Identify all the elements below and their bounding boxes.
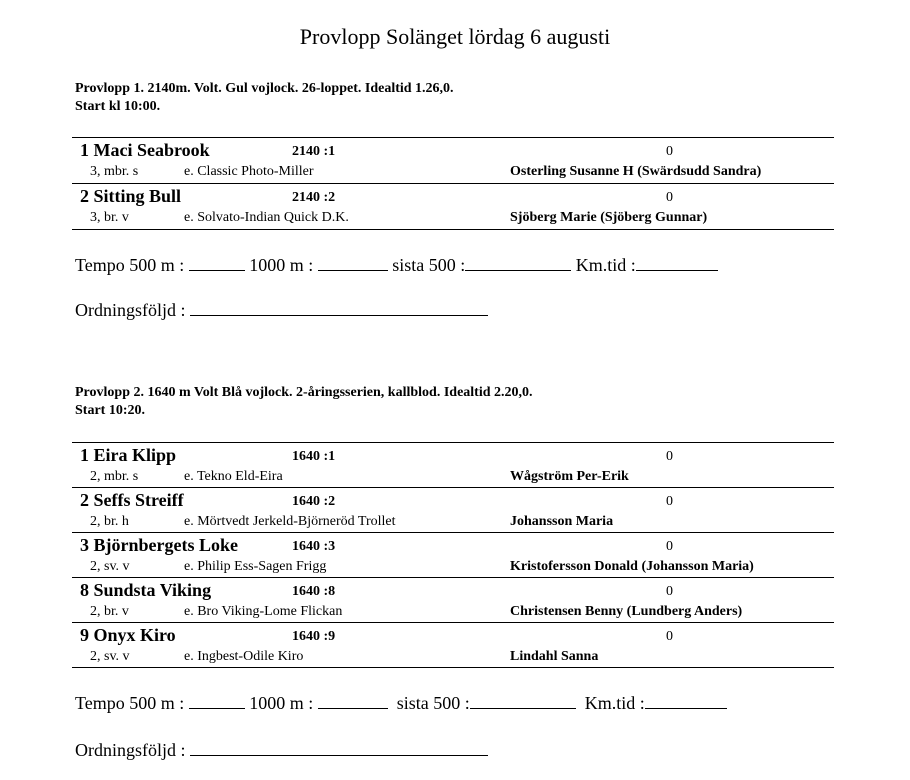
ordning-blank[interactable] bbox=[190, 754, 488, 756]
distance-post: 1640 :8 bbox=[292, 584, 336, 599]
distance-post: 2140 :1 bbox=[292, 144, 336, 159]
distance-post: 1640 :2 bbox=[292, 494, 336, 509]
zero-value: 0 bbox=[666, 629, 673, 644]
tempo-500-label: Tempo 500 m : bbox=[75, 693, 185, 713]
race-1-header-line2: Start kl 10:00. bbox=[75, 99, 161, 114]
tempo-1000-blank[interactable] bbox=[318, 707, 388, 709]
race-2-header-line1: Provlopp 2. 1640 m Volt Blå vojlock. 2-åringsserien, kallblod. Idealtid 2.20,0. bbox=[75, 385, 533, 400]
tempo-500-label: Tempo 500 m : bbox=[75, 255, 185, 275]
horse-name: 8 Sundsta Viking bbox=[80, 580, 212, 600]
ordning-row bbox=[75, 300, 488, 321]
pedigree: e. Tekno Eld-Eira bbox=[184, 469, 283, 484]
km-tid-blank[interactable] bbox=[645, 707, 727, 709]
driver: Kristofersson Donald (Johansson Maria) bbox=[510, 559, 754, 574]
tempo-1000-blank[interactable] bbox=[318, 269, 388, 271]
sista-500-label: sista 500 : bbox=[392, 255, 466, 275]
entry-row bbox=[72, 442, 834, 487]
zero-value: 0 bbox=[666, 539, 673, 554]
driver: Sjöberg Marie (Sjöberg Gunnar) bbox=[510, 210, 708, 225]
horse-info: 2, sv. v bbox=[90, 559, 130, 574]
pedigree: e. Ingbest-Odile Kiro bbox=[184, 649, 304, 664]
zero-value: 0 bbox=[666, 144, 673, 159]
tempo-500-blank[interactable] bbox=[189, 269, 245, 271]
tempo-1000-label: 1000 m : bbox=[249, 693, 314, 713]
horse-info: 2, br. h bbox=[90, 514, 129, 529]
sista-500-blank[interactable] bbox=[470, 707, 576, 709]
page-title: Provlopp Solänget lördag 6 augusti bbox=[299, 24, 611, 49]
horse-name: 2 Seffs Streiff bbox=[80, 490, 184, 510]
horse-info: 2, br. v bbox=[90, 604, 129, 619]
entry-row bbox=[72, 137, 834, 183]
driver: Lindahl Sanna bbox=[510, 649, 599, 664]
race-1-header-line1: Provlopp 1. 2140m. Volt. Gul vojlock. 26-loppet. Idealtid 1.26,0. bbox=[75, 81, 454, 96]
driver: Wågström Per-Erik bbox=[510, 469, 629, 484]
sista-500-label: sista 500 : bbox=[396, 693, 470, 713]
tempo-1000-label: 1000 m : bbox=[249, 255, 314, 275]
ordning-label: Ordningsföljd : bbox=[75, 740, 186, 760]
distance-post: 1640 :9 bbox=[292, 629, 336, 644]
pedigree: e. Classic Photo-Miller bbox=[184, 164, 314, 179]
sista-500-blank[interactable] bbox=[465, 269, 571, 271]
entry-row bbox=[72, 532, 834, 577]
entry-row bbox=[72, 183, 834, 230]
horse-name: 3 Björnbergets Loke bbox=[80, 535, 238, 555]
entry-row bbox=[72, 487, 834, 532]
ordning-label: Ordningsföljd : bbox=[75, 300, 186, 320]
km-tid-label: Km.tid : bbox=[575, 255, 636, 275]
race-1-header bbox=[75, 80, 454, 116]
zero-value: 0 bbox=[666, 449, 673, 464]
horse-name: 1 Maci Seabrook bbox=[80, 140, 210, 160]
tempo-500-blank[interactable] bbox=[189, 707, 245, 709]
race-2-header bbox=[75, 384, 533, 420]
pedigree: e. Bro Viking-Lome Flickan bbox=[184, 604, 343, 619]
zero-value: 0 bbox=[666, 494, 673, 509]
race-1-entries bbox=[72, 137, 834, 230]
distance-post: 1640 :1 bbox=[292, 449, 336, 464]
ordning-blank[interactable] bbox=[190, 314, 488, 316]
ordning-row bbox=[75, 740, 488, 761]
km-tid-label: Km.tid : bbox=[584, 693, 645, 713]
horse-name: 1 Eira Klipp bbox=[80, 445, 177, 465]
driver: Christensen Benny (Lundberg Anders) bbox=[510, 604, 743, 619]
driver: Johansson Maria bbox=[510, 514, 614, 529]
race-2-header-line2: Start 10:20. bbox=[75, 403, 145, 418]
distance-post: 1640 :3 bbox=[292, 539, 336, 554]
distance-post: 2140 :2 bbox=[292, 190, 336, 205]
horse-info: 3, mbr. s bbox=[90, 164, 139, 179]
zero-value: 0 bbox=[666, 584, 673, 599]
horse-info: 2, mbr. s bbox=[90, 469, 139, 484]
entry-row bbox=[72, 622, 834, 668]
zero-value: 0 bbox=[666, 190, 673, 205]
km-tid-blank[interactable] bbox=[636, 269, 718, 271]
race-2-entries bbox=[72, 442, 834, 668]
tempo-row bbox=[75, 693, 727, 714]
horse-info: 3, br. v bbox=[90, 210, 129, 225]
pedigree: e. Mörtvedt Jerkeld-Björneröd Trollet bbox=[184, 514, 396, 529]
pedigree: e. Solvato-Indian Quick D.K. bbox=[184, 210, 349, 225]
horse-info: 2, sv. v bbox=[90, 649, 130, 664]
driver: Osterling Susanne H (Swärdsudd Sandra) bbox=[510, 164, 762, 179]
entry-row bbox=[72, 577, 834, 622]
tempo-row bbox=[75, 255, 718, 276]
horse-name: 2 Sitting Bull bbox=[80, 186, 182, 206]
horse-name: 9 Onyx Kiro bbox=[80, 625, 176, 645]
pedigree: e. Philip Ess-Sagen Frigg bbox=[184, 559, 327, 574]
